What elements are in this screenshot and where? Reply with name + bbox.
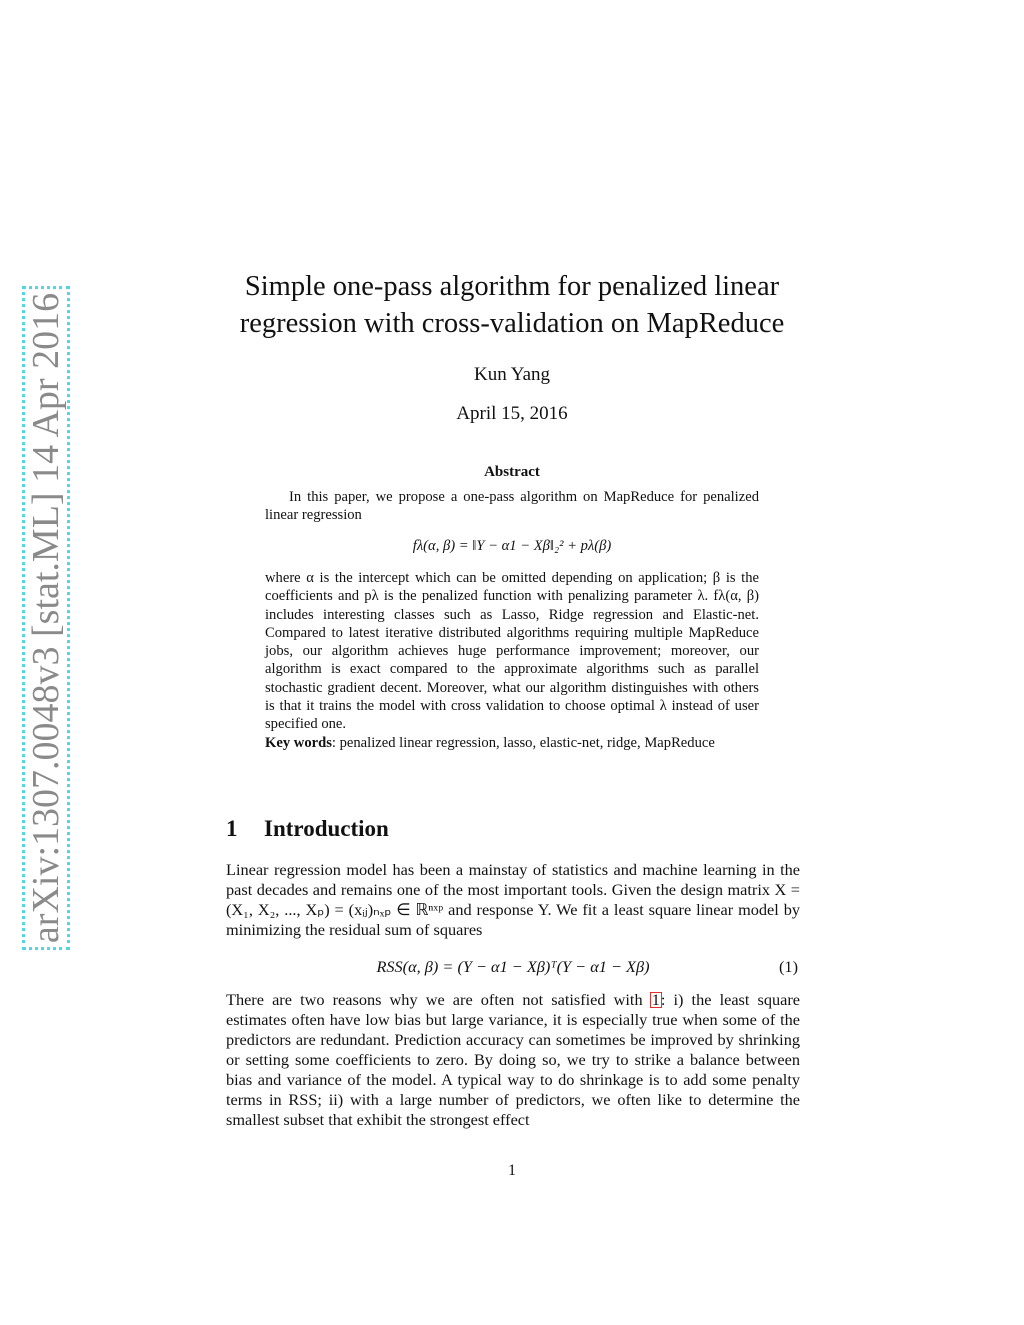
keywords-label: Key words [265,734,332,751]
paper-date: April 15, 2016 [456,403,568,424]
arxiv-stamp: arXiv:1307.0048v3 [stat.ML] 14 Apr 2016 [25,292,67,944]
abstract-body-text: where α is the intercept which can be omitted depending on application; β is the coefficients and pλ is the penalized function with penalizing parameter λ. fλ(α, β) includes interesting classes such as Lasso, Ridge regression and Elastic-net. Compared to latest iterative distributed algorithms requiring multiple MapReduce jobs, our algorithm achieves huge performance improvement; moreover, our algorithm is exact compared to the approximate algorithms such as parallel stochastic gradient decent. Moreover, what our algorithm distinguishes with others is that it trains the model with cross validation to choose optimal λ instead of user specified one. [265,570,759,733]
section-heading [226,816,389,842]
intro-paragraph-1 [226,860,800,940]
title-line-1: Simple one-pass algorithm for penalized linear [244,271,780,302]
intro-paragraph-2 [226,990,800,1130]
section-title: Introduction [264,816,389,841]
keywords-text: : penalized linear regression, lasso, elastic-net, ridge, MapReduce [331,734,715,751]
abstract-heading: Abstract [484,464,540,480]
abstract-intro-text: In this paper, we propose a one-pass algorithm on MapReduce for penalized linear regression [265,489,759,524]
paper-title [200,268,824,342]
intro-paragraph-1-text: Linear regression model has been a mainstay of statistics and machine learning in the past decades and remains one of the most important tools. Given the design matrix X = (X₁, X₂, ..., Xₚ) = (xᵢⱼ)ₙₓₚ ∈ ℝⁿˣᵖ and response Y. We fit a least square linear model by minimizing the residual sum of squares [226,860,800,939]
abstract-intro [265,488,759,525]
para2-before-ref: There are two reasons why we are often not satisfied with [226,990,651,1009]
para2-after-ref: : i) the least square estimates often have low bias but large variance, it is especially true when some of the predictors are redundant. Prediction accuracy can sometimes be improved by shrinking or setting some coefficients to zero. By doing so, we try to strike a balance between bias and variance of the model. A typical way to do shrinkage is to add some penalty terms in RSS; ii) with a large number of predictors, we often like to determine the smallest subset that exhibit the strongest effect [226,990,801,1129]
equation-1-body: RSS(α, β) = (Y − α1 − Xβ)ᵀ(Y − α1 − Xβ) [376,957,650,976]
author-name: Kun Yang [473,364,551,385]
equation-1-number: (1) [779,957,798,976]
abstract-body [265,569,759,752]
equation-ref-link[interactable]: 1 [651,990,660,1009]
title-line-2: regression with cross-validation on MapReduce [239,308,785,339]
abstract-equation: fλ(α, β) = ‖Y − α1 − Xβ‖₂² + pλ(β) [412,538,612,554]
page-number: 1 [508,1162,516,1179]
keywords [265,734,759,752]
equation-1 [226,957,800,977]
intro-paragraph-2-text [226,990,800,1130]
section-number: 1 [226,816,238,841]
